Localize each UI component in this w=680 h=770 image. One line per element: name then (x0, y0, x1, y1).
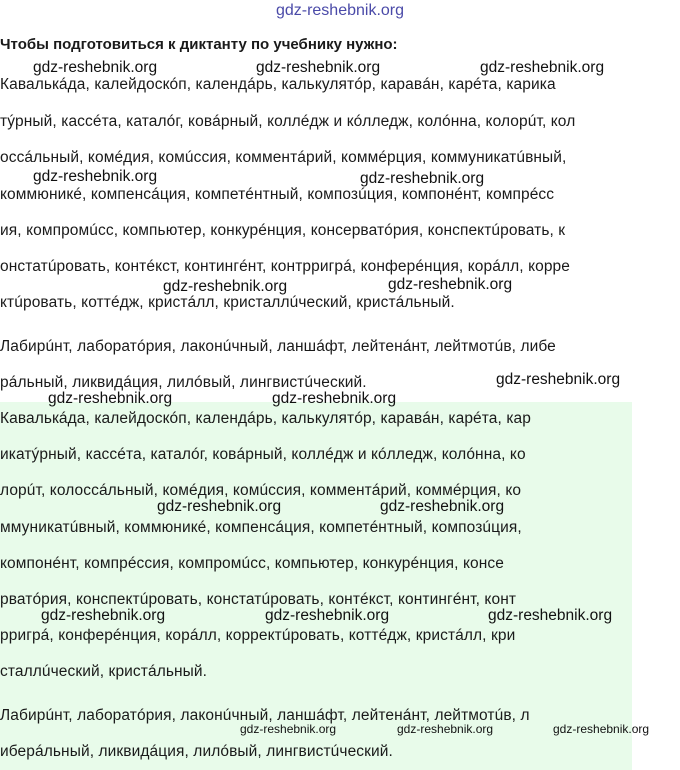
watermark: gdz-reshebnik.org (480, 59, 605, 76)
watermark: gdz-reshebnik.org (360, 170, 485, 187)
watermark: gdz-reshebnik.org (163, 278, 288, 295)
text-line: онстатúровать, контéкст, контингéнт, контрригрá, конферéнция, корáлл, корре (0, 258, 571, 275)
answer-line: икатýрный, кассéта, каталóг, ковáрный, коллéдж и кóлледж, колóнна, ко (0, 446, 526, 463)
watermark: gdz-reshebnik.org (256, 59, 381, 76)
text-line: Кавалькáда, калейдоскóп, календáрь, калькулятóр, каравáн, карéта, карика (0, 76, 556, 93)
answer-line: Кавалькáда, калейдоскóп, календáрь, калькулятóр, каравáн, карéта, кар (0, 410, 531, 427)
answer-line: рригрá, конферéнция, корáлл, корректúровать, коттéдж, кристáлл, кри (0, 627, 516, 644)
watermark: gdz-reshebnik.org (33, 168, 158, 185)
answer-line: рватóрия, конспектúровать, констатúровать, контéкст, контингéнт, конт (0, 591, 517, 608)
watermark: gdz-reshebnik.org (48, 390, 173, 407)
watermark: gdz-reshebnik.org (397, 722, 494, 736)
answer-line: Лабирúнт, лаборатóрия, лаконúчный, ланшáфт, лейтенáнт, лейтмотúв, л (0, 707, 530, 724)
answer-line: компонéнт, компрéссия, компромúсс, компьютер, конкурéнция, консе (0, 555, 504, 572)
watermark: gdz-reshebnik.org (157, 498, 282, 515)
answer-line: ибеpáльный, ликвидáция, лилóвый, лингвистúческий. (0, 743, 393, 760)
watermark: gdz-reshebnik.org (496, 371, 621, 388)
watermark: gdz-reshebnik.org (488, 607, 613, 624)
text-line: коммюникé, компенсáция, компетéнтный, композúция, компонéнт, компрéсс (0, 186, 555, 203)
answer-line: ммуникатúвный, коммюникé, компенсáция, компетéнтный, композúция, (0, 519, 522, 536)
site-title[interactable]: gdz-reshebnik.org (275, 2, 405, 19)
watermark: gdz-reshebnik.org (553, 722, 650, 736)
answer-line: лорúт, колоссáльный, комéдия, комúссия, комментáрий, коммéрция, ко (0, 482, 522, 499)
text-line: тýрный, кассéта, каталóг, ковáрный, коллéдж и кóлледж, колóнна, колорúт, кол (0, 113, 576, 130)
watermark: gdz-reshebnik.org (33, 59, 158, 76)
intro-heading: Чтобы подготовиться к диктанту по учебнику нужно: (0, 36, 398, 53)
watermark: gdz-reshebnik.org (240, 722, 337, 736)
text-line: ктúровать, коттéдж, кристáлл, кристаллúческий, кристáльный. (0, 294, 455, 311)
watermark: gdz-reshebnik.org (380, 498, 505, 515)
watermark: gdz-reshebnik.org (272, 390, 397, 407)
watermark: gdz-reshebnik.org (41, 607, 166, 624)
text-line: рáльный, ликвидáция, лилóвый, лингвистúческий. (0, 374, 367, 391)
text-line: оссáльный, комéдия, комúссия, комментáрий, коммéрция, коммуникатúвный, (0, 149, 567, 166)
watermark: gdz-reshebnik.org (388, 276, 513, 293)
answer-line: сталлúческий, кристáльный. (0, 663, 208, 680)
watermark: gdz-reshebnik.org (265, 607, 390, 624)
text-line: ия, компромúсс, компьютер, конкурéнция, консерватóрия, конспектúровать, к (0, 222, 566, 239)
text-line: Лабирúнт, лаборатóрия, лаконúчный, ланшáфт, лейтенáнт, лейтмотúв, либе (0, 338, 556, 355)
